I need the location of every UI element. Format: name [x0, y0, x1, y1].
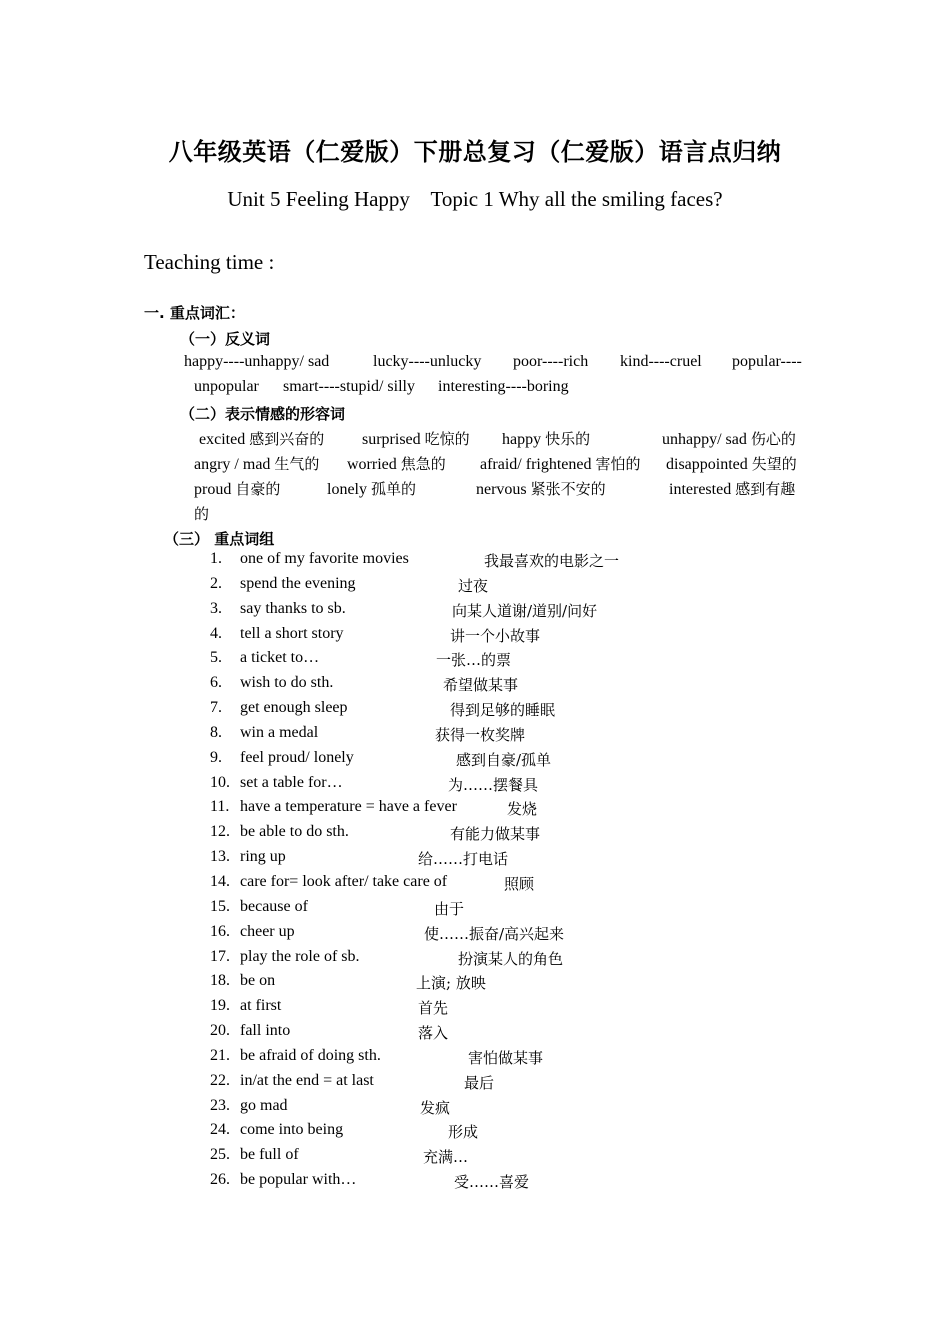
- phrase-chinese: 照顾: [504, 874, 535, 893]
- phrase-english: be full of: [240, 1146, 299, 1164]
- phrase-number: 23.: [210, 1096, 230, 1114]
- phrase-english: care for= look after/ take care of: [240, 872, 448, 890]
- emotion-item: interested 感到有趣: [669, 480, 796, 498]
- phrase-number: 11.: [210, 798, 230, 816]
- phrase-english: one of my favorite movies: [240, 550, 409, 567]
- antonym-pair: lucky----unlucky: [373, 353, 482, 370]
- phrase-chinese: 一张…的票: [436, 651, 512, 670]
- phrase-number: 7.: [210, 699, 222, 717]
- phrase-chinese: 扮演某人的角色: [458, 949, 564, 968]
- phrase-english: say thanks to sb.: [240, 599, 346, 617]
- phrase-english: a ticket to…: [240, 649, 320, 667]
- phrase-number: 14.: [210, 872, 230, 890]
- phrase-number: 5.: [210, 649, 222, 667]
- teaching-time-label: Teaching time :: [144, 250, 275, 274]
- emotion-adjectives-heading: （二）表示情感的形容词: [180, 405, 346, 423]
- phrase-english: get enough sleep: [240, 699, 348, 717]
- phrase-chinese: 得到足够的睡眠: [450, 701, 556, 720]
- emotion-item: unhappy/ sad 伤心的: [662, 430, 796, 448]
- phrase-number: 22.: [210, 1071, 230, 1089]
- phrase-chinese: 充满…: [423, 1148, 469, 1167]
- emotion-item-wrap: 的: [194, 505, 210, 523]
- antonym-pair: popular----: [732, 353, 802, 370]
- emotion-item: afraid/ frightened 害怕的: [480, 455, 641, 473]
- antonyms-heading: （一）反义词: [180, 330, 271, 348]
- key-phrases-heading: （三） 重点词组: [164, 530, 275, 548]
- page-title: 八年级英语（仁爱版）下册总复习（仁爱版）语言点归纳: [168, 138, 782, 166]
- phrase-english: feel proud/ lonely: [240, 748, 354, 766]
- phrase-number: 1.: [210, 550, 222, 567]
- phrase-chinese: 向某人道谢/道别/问好: [452, 601, 598, 620]
- emotion-item: lonely 孤单的: [327, 480, 417, 498]
- phrase-chinese: 为……摆餐具: [448, 775, 539, 794]
- emotion-item: angry / mad 生气的: [194, 455, 320, 473]
- phrase-number: 2.: [210, 574, 222, 592]
- phrase-number: 8.: [210, 723, 222, 741]
- phrase-number: 15.: [210, 897, 230, 915]
- phrase-chinese: 过夜: [458, 576, 489, 595]
- phrase-chinese: 讲一个小故事: [450, 626, 541, 645]
- antonym-pair-wrap: unpopular: [194, 378, 259, 395]
- emotion-item: surprised 吃惊的: [362, 430, 470, 448]
- phrase-chinese: 最后: [464, 1073, 495, 1092]
- phrase-english: spend the evening: [240, 574, 356, 592]
- phrase-chinese: 受……喜爱: [454, 1173, 530, 1192]
- phrase-english: set a table for…: [240, 773, 343, 791]
- section-heading-vocabulary: 一. 重点词汇：: [144, 304, 245, 322]
- phrase-number: 25.: [210, 1146, 230, 1164]
- phrase-english: tell a short story: [240, 624, 344, 642]
- emotion-item: disappointed 失望的: [666, 455, 797, 473]
- phrase-chinese: 害怕做某事: [468, 1048, 544, 1067]
- antonym-pair: smart----stupid/ silly: [283, 378, 415, 395]
- phrase-chinese: 我最喜欢的电影之一: [484, 552, 620, 570]
- phrase-english: be afraid of doing sth.: [240, 1046, 381, 1064]
- phrase-number: 4.: [210, 624, 222, 642]
- phrase-chinese: 发疯: [420, 1098, 451, 1117]
- phrase-number: 10.: [210, 773, 230, 791]
- phrase-chinese: 感到自豪/孤单: [456, 750, 552, 769]
- antonym-pair: kind----cruel: [620, 353, 702, 370]
- phrase-number: 18.: [210, 972, 230, 990]
- phrase-number: 19.: [210, 997, 230, 1015]
- phrase-english: play the role of sb.: [240, 947, 360, 965]
- phrase-number: 6.: [210, 674, 222, 692]
- phrase-number: 26.: [210, 1171, 230, 1189]
- phrase-chinese: 希望做某事: [443, 676, 519, 695]
- emotion-item: happy 快乐的: [502, 430, 591, 448]
- phrase-english: ring up: [240, 848, 286, 866]
- phrase-chinese: 发烧: [507, 800, 538, 819]
- antonym-pair: poor----rich: [513, 353, 589, 370]
- phrase-chinese: 给……打电话: [418, 850, 509, 869]
- phrase-number: 12.: [210, 823, 230, 841]
- phrase-english: go mad: [240, 1096, 288, 1114]
- phrase-english: be on: [240, 972, 276, 990]
- phrase-english: win a medal: [240, 723, 319, 741]
- phrase-chinese: 有能力做某事: [450, 825, 541, 844]
- phrase-number: 3.: [210, 599, 222, 617]
- phrase-english: at first: [240, 997, 282, 1015]
- phrase-chinese: 落入: [418, 1024, 449, 1043]
- antonym-pair: happy----unhappy/ sad: [184, 353, 330, 370]
- unit-subtitle: Unit 5 Feeling Happy Topic 1 Why all the smiling faces?: [227, 187, 723, 211]
- phrase-chinese: 形成: [448, 1123, 479, 1142]
- phrase-chinese: 由于: [434, 899, 465, 918]
- phrase-chinese: 首先: [418, 999, 449, 1018]
- phrase-number: 17.: [210, 947, 230, 965]
- phrase-english: wish to do sth.: [240, 674, 334, 692]
- phrase-english: cheer up: [240, 922, 295, 940]
- phrase-number: 20.: [210, 1022, 230, 1040]
- phrase-english: be popular with…: [240, 1171, 357, 1189]
- phrase-chinese: 使……振奋/高兴起来: [424, 924, 565, 943]
- antonym-pair: interesting----boring: [438, 378, 569, 395]
- phrase-english: have a temperature = have a fever: [240, 798, 457, 816]
- phrase-number: 13.: [210, 848, 230, 866]
- emotion-item: excited 感到兴奋的: [199, 430, 325, 448]
- phrase-english: come into being: [240, 1121, 344, 1139]
- phrase-chinese: 上演; 放映: [416, 974, 486, 993]
- phrase-english: be able to do sth.: [240, 823, 349, 841]
- emotion-item: worried 焦急的: [347, 455, 446, 473]
- phrase-number: 9.: [210, 748, 222, 766]
- phrase-number: 16.: [210, 922, 230, 940]
- emotion-item: nervous 紧张不安的: [476, 480, 606, 498]
- emotion-item: proud 自豪的: [194, 480, 281, 498]
- phrase-english: in/at the end = at last: [240, 1071, 374, 1089]
- phrase-number: 24.: [210, 1121, 230, 1139]
- phrase-english: because of: [240, 897, 308, 915]
- phrase-chinese: 获得一枚奖牌: [435, 725, 526, 744]
- phrase-english: fall into: [240, 1022, 291, 1040]
- phrase-number: 21.: [210, 1046, 230, 1064]
